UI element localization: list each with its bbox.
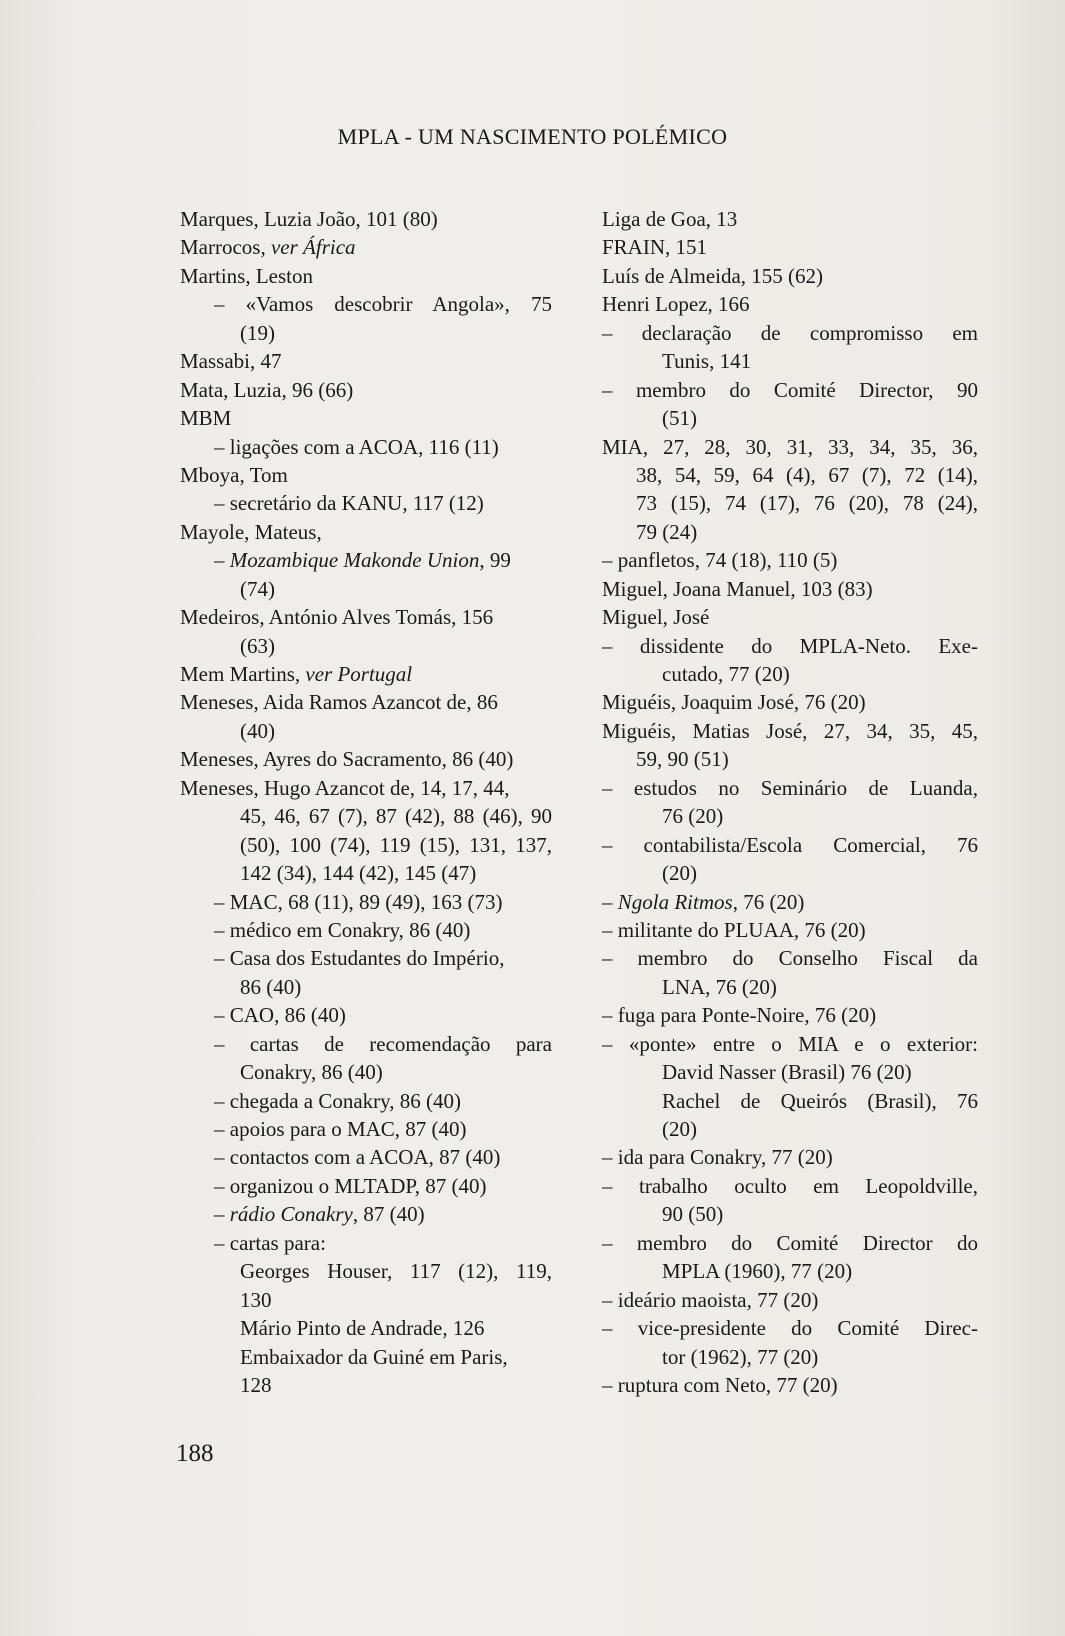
entry-text: – declaração de compromisso em bbox=[602, 320, 978, 345]
right-column-entry bbox=[602, 1172, 978, 1200]
entry-text: Meneses, Aida Ramos Azancot de, 86 bbox=[180, 690, 498, 715]
left-column-entry bbox=[180, 1343, 552, 1371]
entry-text: 73 (15), 74 (17), 76 (20), 78 (24), bbox=[636, 491, 978, 516]
entry-text: (20) bbox=[662, 861, 697, 886]
left-column-entry bbox=[180, 1172, 552, 1200]
entry-text: – ruptura com Neto, 77 (20) bbox=[602, 1372, 838, 1397]
entry-text: – ida para Conakry, 77 (20) bbox=[602, 1145, 833, 1170]
entry-locator-text: , 87 (40) bbox=[352, 1202, 425, 1227]
right-column-entry bbox=[602, 603, 978, 631]
left-column-entry bbox=[180, 660, 552, 688]
entry-text: – ideário maoista, 77 (20) bbox=[602, 1287, 819, 1312]
right-column-entry bbox=[602, 802, 978, 830]
entry-text: Georges Houser, 117 (12), 119, bbox=[240, 1259, 552, 1284]
entry-text: Medeiros, António Alves Tomás, 156 bbox=[180, 605, 494, 630]
entry-text: Mboya, Tom bbox=[180, 462, 288, 487]
entry-text: – bbox=[214, 548, 230, 573]
entry-text: cutado, 77 (20) bbox=[662, 662, 790, 686]
right-column-entry bbox=[602, 290, 978, 318]
entry-text: MPLA (1960), 77 (20) bbox=[662, 1259, 853, 1284]
right-column-entry bbox=[602, 888, 978, 916]
right-column-entry bbox=[602, 376, 978, 404]
left-column-entry bbox=[180, 717, 552, 745]
left-column-entry bbox=[180, 973, 552, 1001]
entry-text: – Casa dos Estudantes do Império, bbox=[214, 946, 505, 971]
left-column-entry bbox=[180, 774, 552, 802]
entry-text: – «ponte» entre o MIA e o exterior: bbox=[602, 1031, 978, 1056]
entry-text: MIA, 27, 28, 30, 31, 33, 34, 35, 36, bbox=[602, 434, 978, 459]
entry-text: Mem Martins, bbox=[180, 662, 306, 686]
entry-text: 86 (40) bbox=[240, 974, 302, 999]
right-column-entry bbox=[602, 660, 978, 688]
entry-text: – bbox=[602, 889, 618, 914]
left-column-entry bbox=[180, 1229, 552, 1257]
entry-text: – militante do PLUAA, 76 (20) bbox=[602, 917, 866, 942]
right-column-entry bbox=[602, 461, 978, 489]
right-column-entry bbox=[602, 831, 978, 859]
right-column-entry bbox=[602, 1001, 978, 1029]
right-column-entry bbox=[602, 916, 978, 944]
entry-text: – bbox=[214, 1202, 230, 1227]
entry-text: Meneses, Ayres do Sacramento, 86 (40) bbox=[180, 747, 514, 772]
left-column-entry bbox=[180, 1087, 552, 1115]
entry-italic-text: rádio Conakry bbox=[229, 1202, 353, 1227]
right-column-entry bbox=[602, 1143, 978, 1171]
left-column-entry bbox=[180, 944, 552, 972]
entry-text: – «Vamos descobrir Angola», 75 bbox=[214, 292, 552, 317]
left-column-entry bbox=[180, 1030, 552, 1058]
left-column-entry bbox=[180, 319, 552, 347]
left-column-entry bbox=[180, 1371, 552, 1399]
right-column-entry bbox=[602, 1257, 978, 1285]
right-column-entry bbox=[602, 774, 978, 802]
entry-italic-text: Ngola Ritmos bbox=[617, 889, 733, 914]
entry-text: – apoios para o MAC, 87 (40) bbox=[214, 1117, 467, 1141]
entry-text: – trabalho oculto em Leopoldville, bbox=[602, 1173, 978, 1198]
left-column-entry bbox=[180, 1058, 552, 1086]
entry-text: (40) bbox=[240, 718, 275, 743]
left-column-entry bbox=[180, 831, 552, 859]
left-column-entry bbox=[180, 404, 552, 432]
left-column-entry bbox=[180, 489, 552, 517]
entry-text: 128 bbox=[240, 1372, 272, 1397]
right-column-entry bbox=[602, 1087, 978, 1115]
right-column-entry bbox=[602, 1229, 978, 1257]
entry-text: – ligações com a ACOA, 116 (11) bbox=[214, 434, 499, 459]
right-column-entry bbox=[602, 859, 978, 887]
right-column-entry bbox=[602, 1200, 978, 1228]
entry-text: – membro do Conselho Fiscal da bbox=[602, 946, 978, 971]
entry-text: Luís de Almeida, 155 (62) bbox=[602, 263, 824, 288]
entry-text: tor (1962), 77 (20) bbox=[662, 1344, 819, 1369]
right-column-entry bbox=[602, 404, 978, 432]
index-column-left bbox=[180, 205, 552, 1399]
left-column-entry bbox=[180, 888, 552, 916]
entry-text: (20) bbox=[662, 1117, 697, 1141]
entry-text: – CAO, 86 (40) bbox=[214, 1003, 346, 1028]
entry-text: – contactos com a ACOA, 87 (40) bbox=[214, 1145, 501, 1170]
entry-text: – panfletos, 74 (18), 110 (5) bbox=[602, 548, 838, 573]
left-column-entry bbox=[180, 1286, 552, 1314]
entry-italic-text: ver África bbox=[270, 235, 356, 260]
left-column-entry bbox=[180, 262, 552, 290]
entry-text: 45, 46, 67 (7), 87 (42), 88 (46), 90 bbox=[240, 804, 552, 829]
entry-text: Liga de Goa, 13 bbox=[602, 207, 738, 231]
left-column-entry bbox=[180, 575, 552, 603]
right-column-entry bbox=[602, 262, 978, 290]
right-column-entry bbox=[602, 1343, 978, 1371]
entry-text: – cartas para: bbox=[214, 1230, 326, 1255]
left-column-entry bbox=[180, 859, 552, 887]
right-column-entry bbox=[602, 1286, 978, 1314]
left-column-entry bbox=[180, 376, 552, 404]
left-column-entry bbox=[180, 1257, 552, 1285]
right-column-entry bbox=[602, 1115, 978, 1143]
entry-text: – membro do Comité Director, 90 bbox=[602, 377, 978, 402]
left-column-entry bbox=[180, 916, 552, 944]
entry-text: MBM bbox=[180, 406, 232, 431]
right-column-entry bbox=[602, 433, 978, 461]
right-column-entry bbox=[602, 944, 978, 972]
left-column-entry bbox=[180, 290, 552, 318]
entry-text: Miguéis, Joaquim José, 76 (20) bbox=[602, 690, 866, 715]
entry-text: 76 (20) bbox=[662, 804, 724, 829]
entry-text: (51) bbox=[662, 406, 697, 431]
entry-italic-text: Mozambique Makonde Union bbox=[229, 548, 480, 573]
entry-text: (50), 100 (74), 119 (15), 131, 137, bbox=[240, 832, 552, 857]
entry-text: Rachel de Queirós (Brasil), 76 bbox=[662, 1088, 978, 1113]
entry-locator-text: , 99 bbox=[479, 548, 511, 573]
entry-text: – chegada a Conakry, 86 (40) bbox=[214, 1088, 462, 1113]
left-column-entry bbox=[180, 1143, 552, 1171]
entry-text: Mário Pinto de Andrade, 126 bbox=[240, 1316, 485, 1341]
entry-text: – cartas de recomendação para bbox=[214, 1031, 552, 1056]
entry-text: – secretário da KANU, 117 (12) bbox=[214, 491, 484, 516]
right-column-entry bbox=[602, 973, 978, 1001]
index-column-right bbox=[602, 205, 978, 1399]
entry-text: Marques, Luzia João, 101 (80) bbox=[180, 207, 438, 231]
right-column-entry bbox=[602, 632, 978, 660]
running-header: MPLA - UM NASCIMENTO POLÉMICO bbox=[337, 124, 728, 149]
page-number: 188 bbox=[176, 1440, 214, 1467]
left-column-entry bbox=[180, 1200, 552, 1228]
entry-text: Henri Lopez, 166 bbox=[602, 292, 750, 317]
right-column-entry bbox=[602, 518, 978, 546]
right-column-entry bbox=[602, 1058, 978, 1086]
left-column-entry bbox=[180, 802, 552, 830]
entry-text: Miguéis, Matias José, 27, 34, 35, 45, bbox=[602, 718, 978, 743]
left-column-entry bbox=[180, 546, 552, 574]
entry-text: Mata, Luzia, 96 (66) bbox=[180, 377, 354, 402]
entry-text: – vice-presidente do Comité Direc- bbox=[602, 1316, 978, 1341]
entry-text: Marrocos, bbox=[180, 235, 271, 260]
left-column-entry bbox=[180, 1115, 552, 1143]
entry-text: – fuga para Ponte-Noire, 76 (20) bbox=[602, 1003, 877, 1028]
entry-text: Embaixador da Guiné em Paris, bbox=[240, 1344, 508, 1369]
left-column-entry bbox=[180, 603, 552, 631]
entry-text: – estudos no Seminário de Luanda, bbox=[602, 775, 978, 800]
entry-text: Miguel, José bbox=[602, 605, 710, 630]
entry-text: – MAC, 68 (11), 89 (49), 163 (73) bbox=[214, 889, 503, 914]
entry-text: David Nasser (Brasil) 76 (20) bbox=[662, 1060, 912, 1085]
right-column-entry bbox=[602, 1314, 978, 1342]
right-column-entry bbox=[602, 688, 978, 716]
entry-text: LNA, 76 (20) bbox=[662, 974, 777, 999]
entry-text: 59, 90 (51) bbox=[636, 747, 729, 772]
entry-text: Miguel, Joana Manuel, 103 (83) bbox=[602, 576, 873, 601]
left-column-entry bbox=[180, 518, 552, 546]
left-column-entry bbox=[180, 1001, 552, 1029]
right-column-entry bbox=[602, 575, 978, 603]
right-column-entry bbox=[602, 233, 978, 261]
right-column-entry bbox=[602, 319, 978, 347]
entry-text: 38, 54, 59, 64 (4), 67 (7), 72 (14), bbox=[636, 462, 978, 487]
entry-text: 79 (24) bbox=[636, 519, 698, 544]
entry-text: Conakry, 86 (40) bbox=[240, 1060, 383, 1085]
entry-text: FRAIN, 151 bbox=[602, 235, 708, 260]
entry-text: Meneses, Hugo Azancot de, 14, 17, 44, bbox=[180, 775, 510, 800]
right-column-entry bbox=[602, 1030, 978, 1058]
entry-text: (63) bbox=[240, 633, 275, 658]
entry-text: Martins, Leston bbox=[180, 263, 313, 288]
left-column-entry bbox=[180, 205, 552, 233]
entry-text: – membro do Comité Director do bbox=[602, 1230, 978, 1255]
left-column-entry bbox=[180, 461, 552, 489]
right-column-entry bbox=[602, 205, 978, 233]
right-column-entry bbox=[602, 546, 978, 574]
right-column-entry bbox=[602, 489, 978, 517]
entry-text: 130 bbox=[240, 1287, 272, 1312]
left-column-entry bbox=[180, 688, 552, 716]
right-column-entry bbox=[602, 745, 978, 773]
left-column-entry bbox=[180, 233, 552, 261]
entry-text: – contabilista/Escola Comercial, 76 bbox=[602, 832, 978, 857]
entry-text: – organizou o MLTADP, 87 (40) bbox=[214, 1173, 487, 1198]
left-column-entry bbox=[180, 433, 552, 461]
entry-text: 142 (34), 144 (42), 145 (47) bbox=[240, 861, 477, 886]
right-column-entry bbox=[602, 347, 978, 375]
entry-text: Massabi, 47 bbox=[180, 349, 282, 374]
entry-text: – médico em Conakry, 86 (40) bbox=[214, 917, 471, 942]
right-column-entry bbox=[602, 717, 978, 745]
entry-italic-text: ver Portugal bbox=[305, 662, 413, 686]
left-column-entry bbox=[180, 745, 552, 773]
entry-text: – dissidente do MPLA-Neto. Exe- bbox=[602, 633, 978, 658]
entry-text: 90 (50) bbox=[662, 1202, 724, 1227]
entry-text: (74) bbox=[240, 576, 275, 601]
entry-locator-text: , 76 (20) bbox=[732, 889, 805, 914]
entry-text: Mayole, Mateus, bbox=[180, 519, 322, 544]
left-column-entry bbox=[180, 347, 552, 375]
left-column-entry bbox=[180, 1314, 552, 1342]
entry-text: Tunis, 141 bbox=[662, 349, 752, 374]
right-column-entry bbox=[602, 1371, 978, 1399]
entry-text: (19) bbox=[240, 320, 275, 345]
left-column-entry bbox=[180, 632, 552, 660]
